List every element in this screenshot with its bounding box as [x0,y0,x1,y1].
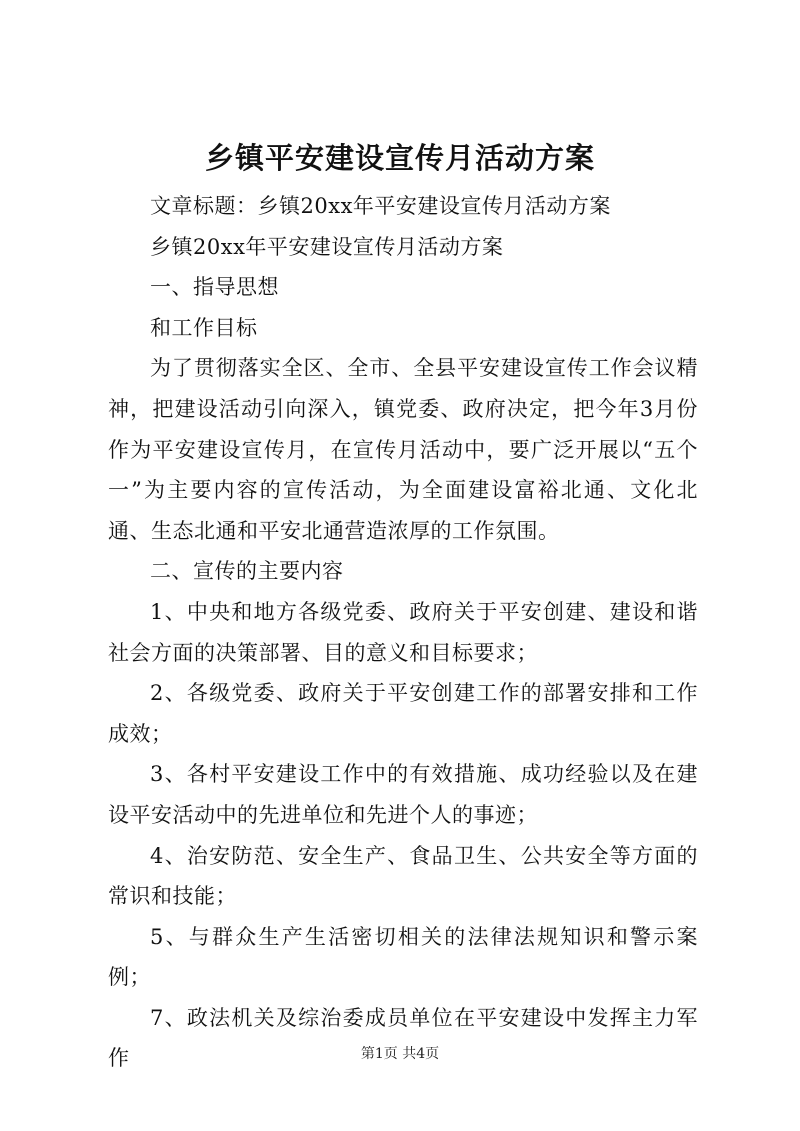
list-item-7: 7、政法机关及综治委成员单位在平安建设中发挥主力军作 [108,1005,698,1071]
document-title: 乡镇平安建设宣传月活动方案 [204,141,595,175]
article-title-line: 文章标题：乡镇20xx年平安建设宣传月活动方案 [150,194,611,218]
list-item-2: 2、各级党委、政府关于平安创建工作的部署安排和工作成效； [108,681,698,746]
list-item-5: 5、与群众生产生活密切相关的法律法规知识和警示案例； [108,924,698,990]
paragraph-intro: 为了贯彻落实全区、全市、全县平安建设宣传工作会议精神，把建设活动引向深入，镇党委、政府决定，把今年3月份作为平安建设宣传月，在宣传月活动中，要广泛开展以“五个一”为主要内容的宣传活动，为全面建设富裕北通、文化北通、生态北通和平安北通营造浓厚的工作氛围。 [108,356,698,543]
list-item-1: 1、中央和地方各级党委、政府关于平安创建、建设和谐社会方面的决策部署、目的意义和目标要求； [108,599,698,665]
list-item-3: 3、各村平安建设工作中的有效措施、成功经验以及在建设平安活动中的先进单位和先进个人的事迹； [108,762,698,827]
section-heading-work-goal: 和工作目标 [150,315,258,340]
section-heading-main-content: 二、宣传的主要内容 [150,559,344,584]
document-body [108,186,698,1079]
subtitle-line: 乡镇20xx年平安建设宣传月活动方案 [150,234,504,259]
page-footer: 第1页 共4页 [360,1046,440,1062]
section-heading-guiding-thought: 一、指导思想 [150,275,279,300]
list-item-4: 4、治安防范、安全生产、食品卫生、公共安全等方面的常识和技能； [108,843,698,909]
